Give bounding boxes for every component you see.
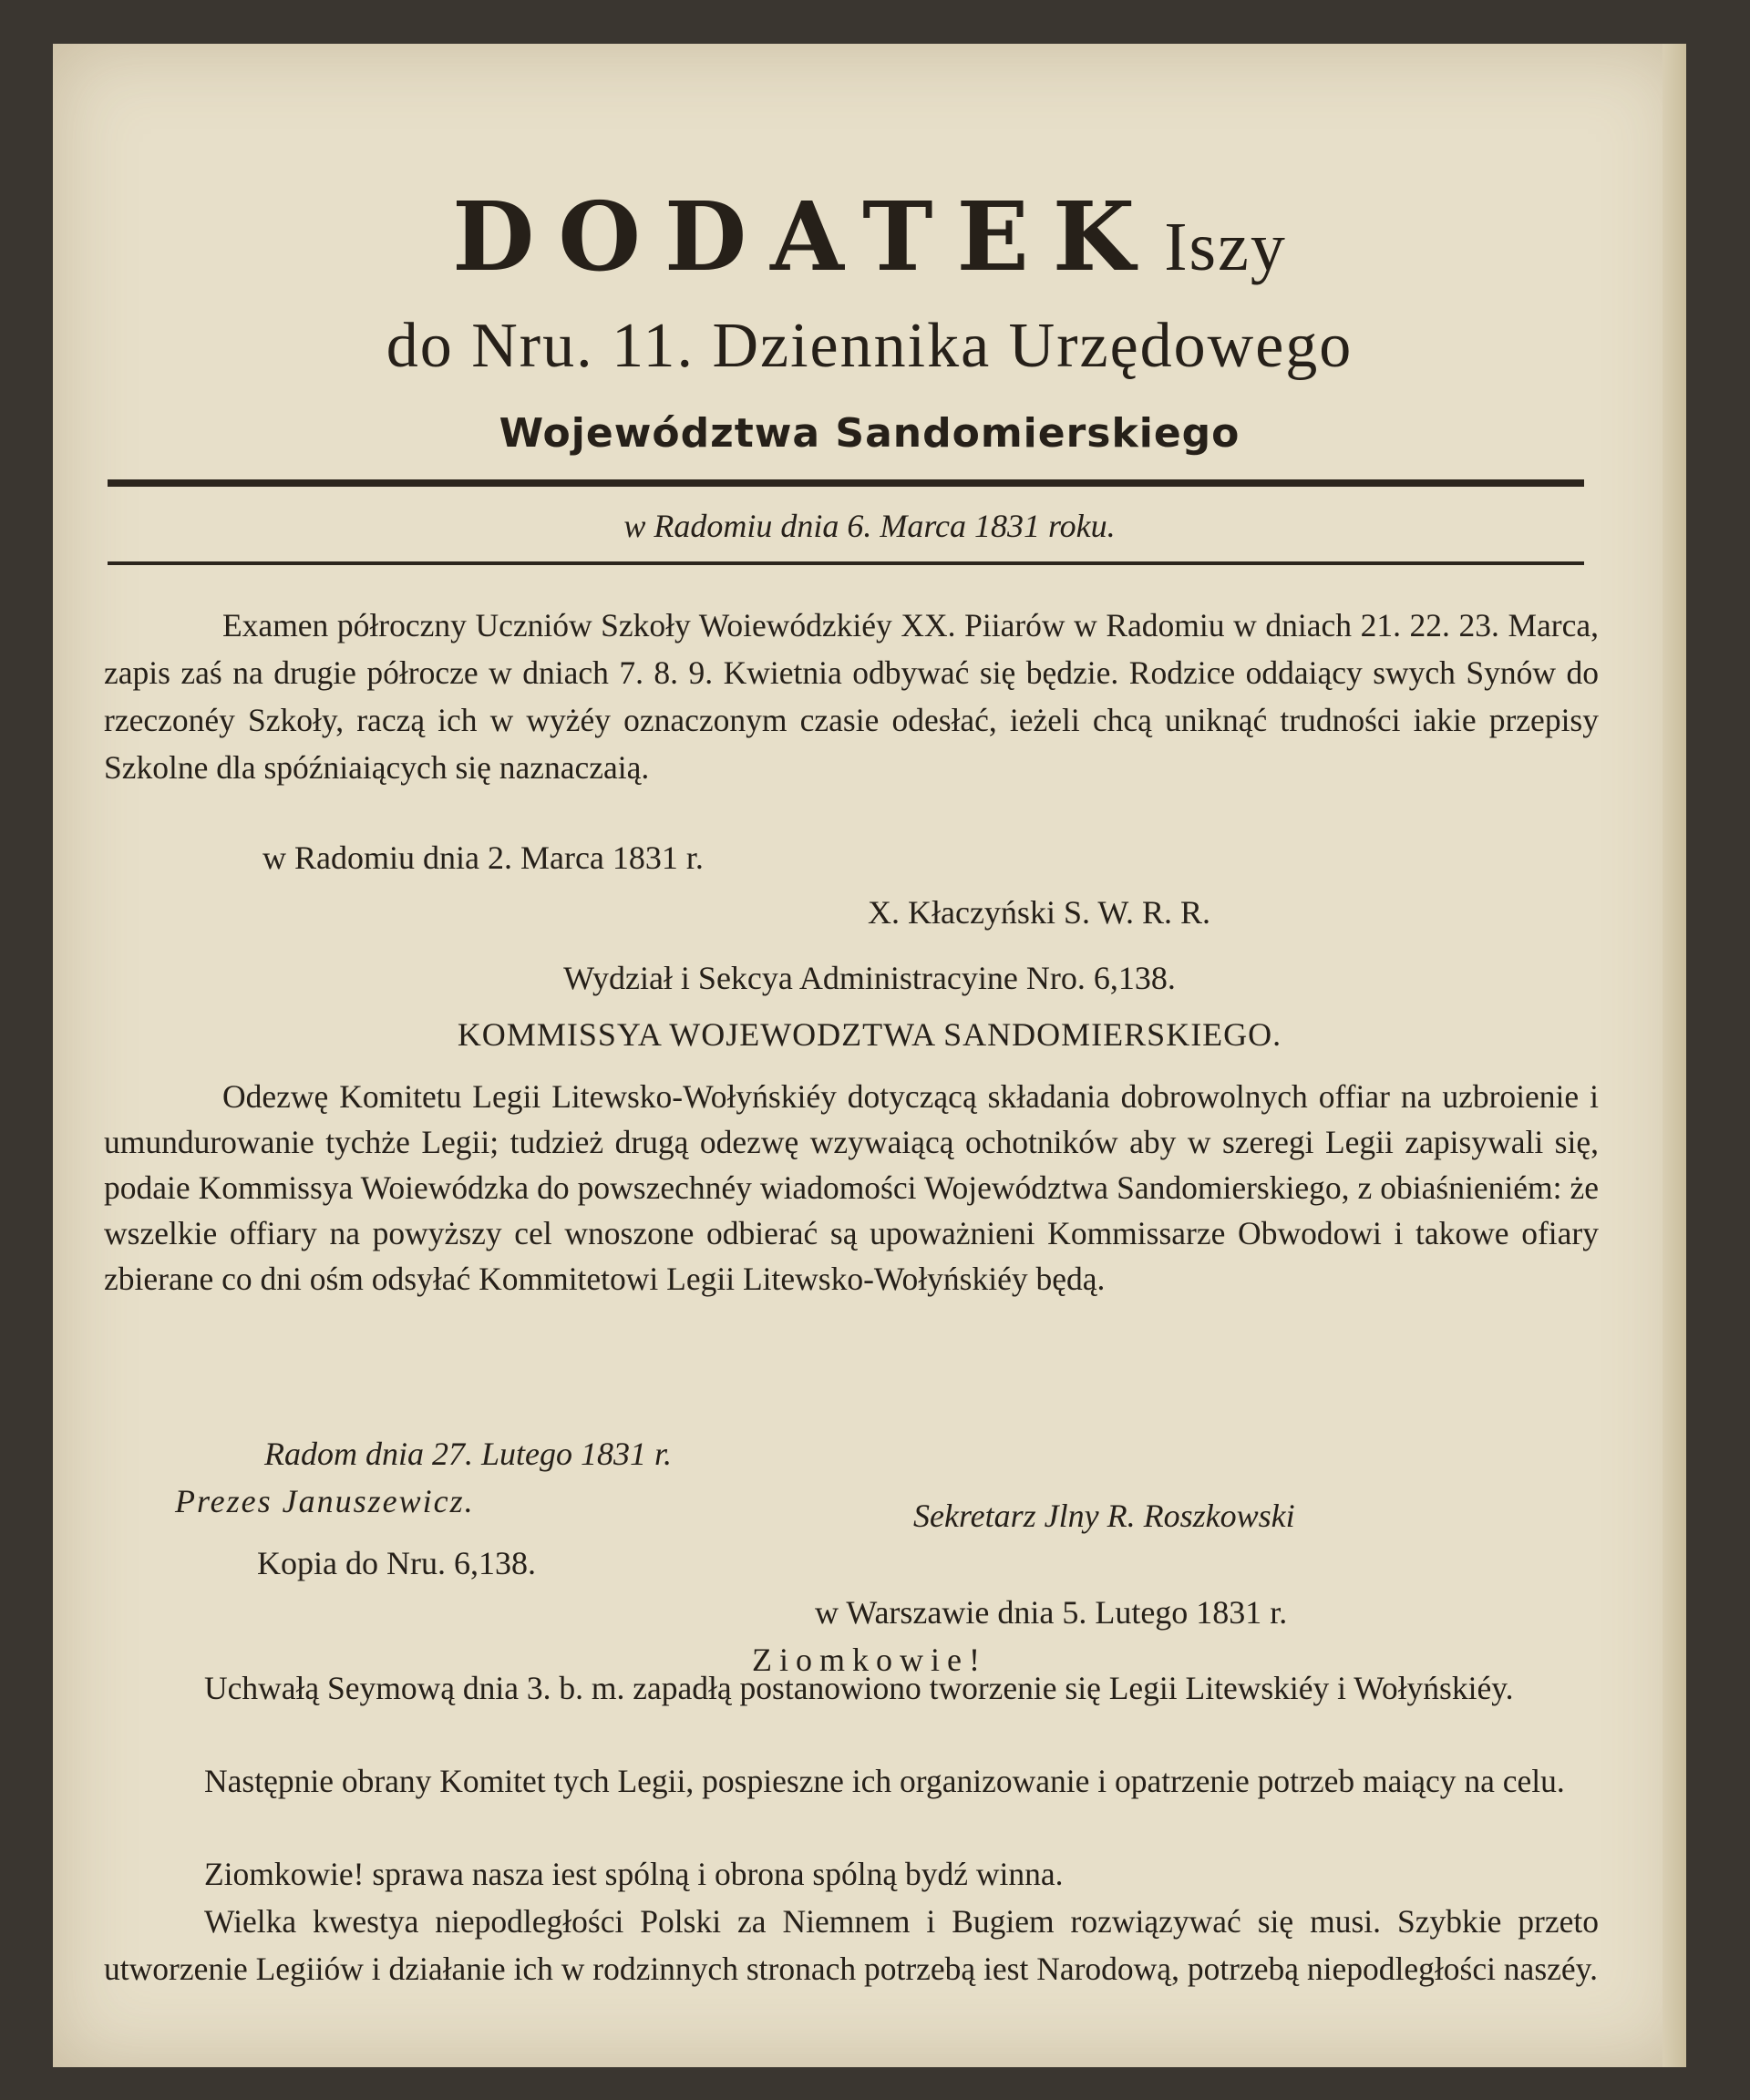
appeal-paragraph: Następnie obrany Komitet tych Legii, pospieszne ich organizowanie i opatrzenie potrzeb maiący na celu.	[204, 1763, 1565, 1799]
copy-salutation: Ziomkowie!	[752, 1642, 987, 1678]
masthead-region: Województwa Sandomierskiego	[499, 410, 1240, 457]
commission-notice: Odezwę Komitetu Legii Litewsko-Wołyńskiéy dotyczącą składania dobrowolnych offiar na uzbroienie i umundurowanie tychże Legii; tudzież drugą odezwę wzywaiącą ochotników aby w szeregi Legii zapisywali się, podaie Kommissya Woiewódzka do powszechnéy wiadomości Województwa Sandomierskiego, z obiaśnieniém: że wszelkie offiary na powyższy cel wnoszone odbierać są upoważnieni Kommissarze Obwodowi i takowe ofiary zbierane co dni ośm odsyłać Kommitetowi Legii Litewsko-Wołyńskiéy będą.	[104, 1078, 1599, 1297]
appeal-paragraph: Ziomkowie! sprawa nasza iest spólną i obrona spólną bydź winna.	[204, 1856, 1064, 1892]
school-notice-date: w Radomiu dnia 2. Marca 1831 r.	[262, 839, 704, 876]
commission-secretary: Sekretarz Jlny R. Roszkowski	[913, 1498, 1295, 1534]
title-suffix: Iszy	[1164, 209, 1287, 285]
appeal-paragraph: Uchwałą Seymową dnia 3. b. m. zapadłą postanowiono tworzenie się Legii Litewskiéy i Wołyńskiéy.	[204, 1670, 1514, 1706]
commission-reference: Wydział i Sekcya Administracyine Nro. 6,138.	[563, 960, 1176, 996]
issue-dateline: w Radomiu dnia 6. Marca 1831 roku.	[623, 508, 1116, 544]
masthead-title	[53, 180, 1686, 317]
copy-label: Kopia do Nru. 6,138.	[257, 1545, 536, 1581]
title-main: DODATEK	[452, 180, 1159, 293]
header-rule-top	[108, 479, 1584, 487]
commission-president: Prezes Januszewicz.	[175, 1483, 475, 1519]
newspaper-page	[53, 44, 1686, 2067]
commission-date: Radom dnia 27. Lutego 1831 r.	[264, 1436, 673, 1472]
appeal-paragraph: Wielka kwestya niepodległości Polski za Niemnem i Bugiem rozwiązywać się musi. Szybkie przeto utworzenie Legiiów i działanie ich w rodzinnych stronach potrzebą iest Narodową, potrzebą niepodległości naszéy.	[104, 1903, 1599, 1987]
school-notice-signature: X. Kłaczyński S. W. R. R.	[868, 894, 1211, 931]
school-exam-notice: Examen półroczny Uczniów Szkoły Woiewódzkiéy XX. Piiarów w Radomiu w dniach 21. 22. 23. Marca, zapis zaś na drugie półrocze w dniach 7. 8. 9. Kwietnia odbywać się będzie. Rodzice oddaiący swych Synów do rzeczonéy Szkoły, raczą ich w wyżéy oznaczonym czasie odesłać, ieżeli chcą uniknąć trudności iakie przepisy Szkolne dla spóźniaiących się naznaczaią.	[104, 607, 1599, 786]
commission-heading: KOMMISSYA WOJEWODZTWA SANDOMIERSKIEGO.	[457, 1016, 1282, 1053]
masthead-subtitle: do Nru. 11. Dziennika Urzędowego	[386, 311, 1354, 381]
copy-place-date: w Warszawie dnia 5. Lutego 1831 r.	[815, 1594, 1288, 1631]
header-rule-bottom	[108, 561, 1584, 565]
